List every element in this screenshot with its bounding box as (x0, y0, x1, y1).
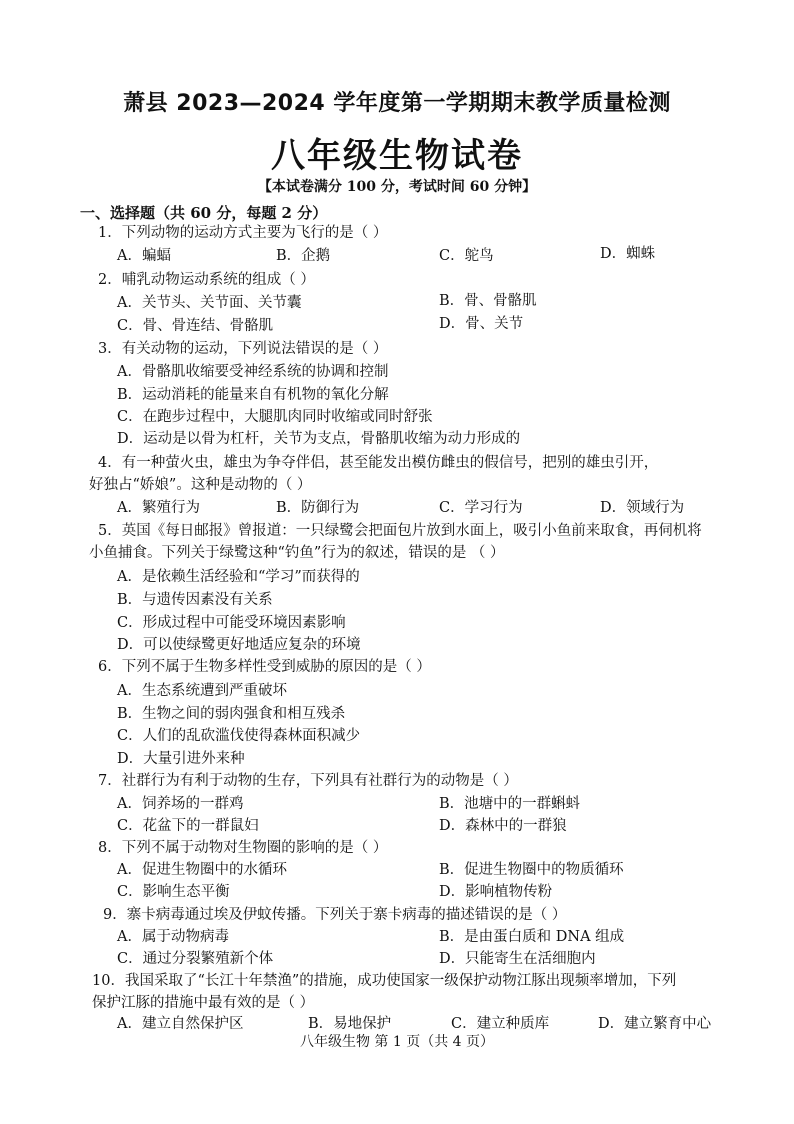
section-heading: 一、选择题（共 60 分，每题 2 分） (80, 204, 328, 222)
question-stem: 4．有一种萤火虫，雄虫为争夺伴侣，甚至能发出模仿雌虫的假信号，把别的雄虫引开， (98, 455, 659, 471)
question-option: A．是依赖生活经验和“学习”而获得的 (117, 569, 360, 585)
question-option: B．运动消耗的能量来自有机物的氧化分解 (117, 387, 389, 403)
question-stem: 10．我国采取了“长江十年禁渔”的措施，成功使国家一级保护动物江豚出现频率增加，下列 (92, 973, 677, 989)
question-stem: 3．有关动物的运动，下列说法错误的是（ ） (98, 341, 388, 357)
question-option: C．花盆下的一群鼠妇 (117, 818, 259, 834)
question-stem: 好独占“娇娘”。这种是动物的（ ） (89, 477, 312, 493)
question-option: D．大量引进外来种 (117, 751, 245, 767)
question-stem: 小鱼捕食。下列关于绿鹭这种“钓鱼”行为的叙述，错误的是 （ ） (89, 545, 505, 561)
question-option: D．森林中的一群狼 (439, 818, 567, 834)
question-option: D．蜘蛛 (600, 246, 656, 262)
question-option: D．只能寄生在活细胞内 (439, 951, 596, 967)
question-option: B．骨、骨骼肌 (439, 293, 537, 309)
question-stem: 8．下列不属于动物对生物圈的影响的是（ ） (98, 840, 388, 856)
question-option: C．鸵鸟 (439, 248, 494, 264)
question-option: D．可以使绿鹭更好地适应复杂的环境 (117, 637, 361, 653)
question-option: D．影响植物传粉 (439, 884, 553, 900)
question-option: B．易地保护 (308, 1016, 392, 1032)
question-option: D．运动是以骨为杠杆，关节为支点，骨骼肌收缩为动力形成的 (117, 431, 521, 447)
question-option: A．属于动物病毒 (117, 929, 229, 945)
question-option: B．是由蛋白质和 DNA 组成 (439, 929, 625, 945)
exam-note: 【本试卷满分 100 分，考试时间 60 分钟】 (257, 179, 537, 195)
question-option: D．骨、关节 (439, 316, 524, 332)
exam-title: 萧县 2023—2024 学年度第一学期期末教学质量检测 (123, 91, 671, 116)
question-option: D．领域行为 (600, 500, 685, 516)
question-option: A．生态系统遭到严重破坏 (117, 683, 287, 699)
question-stem: 9．寨卡病毒通过埃及伊蚊传播。下列关于寨卡病毒的描述错误的是（ ） (103, 907, 567, 923)
question-stem: 保护江豚的措施中最有效的是（ ） (92, 995, 315, 1011)
question-option: A．促进生物圈中的水循环 (117, 862, 287, 878)
question-option: A．建立自然保护区 (117, 1016, 244, 1032)
question-option: B．企鹅 (276, 248, 331, 264)
question-option: C．影响生态平衡 (117, 884, 230, 900)
question-option: B．防御行为 (276, 500, 360, 516)
question-option: A．饲养场的一群鸡 (117, 796, 244, 812)
question-option: C．学习行为 (439, 500, 523, 516)
question-stem: 6．下列不属于生物多样性受到威胁的原因的是（ ） (98, 659, 431, 675)
question-option: B．与遗传因素没有关系 (117, 592, 273, 608)
question-option: A．蝙蝠 (117, 248, 171, 264)
question-option: B．池塘中的一群蝌蚪 (439, 796, 581, 812)
question-stem: 2．哺乳动物运动系统的组成（ ） (98, 272, 315, 288)
question-option: B．生物之间的弱肉强食和相互残杀 (117, 706, 346, 722)
page-footer: 八年级生物 第 1 页（共 4 页） (299, 1034, 495, 1050)
question-stem: 7．社群行为有利于动物的生存，下列具有社群行为的动物是（ ） (98, 773, 518, 789)
question-stem: 5．英国《每日邮报》曾报道：一只绿鹭会把面包片放到水面上，吸引小鱼前来取食，再伺机将 (98, 523, 702, 539)
question-option: C．骨、骨连结、骨骼肌 (117, 318, 274, 334)
question-option: C．人们的乱砍滥伐使得森林面积减少 (117, 728, 361, 744)
question-option: C．在跑步过程中，大腿肌肉同时收缩或同时舒张 (117, 409, 433, 425)
question-option: A．繁殖行为 (117, 500, 200, 516)
question-option: B．促进生物圈中的物质循环 (439, 862, 624, 878)
exam-subtitle: 八年级生物试卷 (271, 136, 523, 176)
question-stem: 1．下列动物的运动方式主要为飞行的是（ ） (98, 225, 388, 241)
question-option: A．关节头、关节面、关节囊 (117, 295, 302, 311)
question-option: A．骨骼肌收缩要受神经系统的协调和控制 (117, 364, 389, 380)
question-option: C．建立种质库 (451, 1016, 550, 1032)
question-option: C．形成过程中可能受环境因素影响 (117, 615, 346, 631)
question-option: D．建立繁育中心 (598, 1016, 712, 1032)
question-option: C．通过分裂繁殖新个体 (117, 951, 274, 967)
